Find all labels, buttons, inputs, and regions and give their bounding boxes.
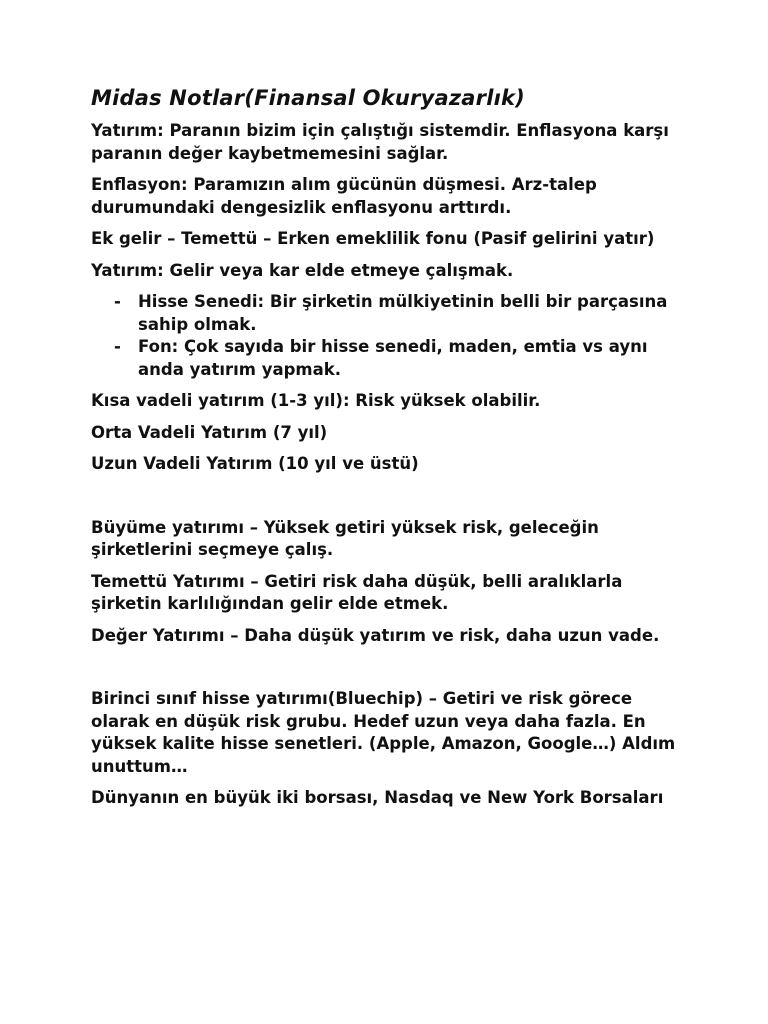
paragraph-bluechip: Birinci sınıf hisse yatırımı(Bluechip) – Getiri ve risk görece olarak en düşük risk grubu. Hedef uzun veya daha fazla. En yüksek kalite hisse senetleri. (Apple, Amazon, Google…) Aldım unuttum… xyxy=(91,689,676,776)
spacer xyxy=(91,656,691,688)
paragraph-kisa-vadeli: Kısa vadeli yatırım (1-3 yıl): Risk yüksek olabilir. xyxy=(91,391,541,410)
paragraph-temettu-yatirimi: Temettü Yatırımı – Getiri risk daha düşük, belli aralıklarla şirketin karlılığından gelir elde etmek. xyxy=(91,571,623,613)
paragraph-enflasyon-definition: Enflasyon: Paramızın alım gücünün düşmesi. Arz-talep durumundaki dengesizlik enflasyonu arttırdı. xyxy=(91,175,597,217)
document-page xyxy=(91,84,691,819)
paragraph-buyume-yatirimi: Büyüme yatırımı – Yüksek getiri yüksek risk, geleceğin şirketlerini seçmeye çalış. xyxy=(91,517,599,559)
paragraph-yatirim-definition: Yatırım: Paranın bizim için çalıştığı sistemdir. Enflasyona karşı paranın değer kaybetmemesini sağlar. xyxy=(91,121,669,163)
paragraph-yatirim-gelir: Yatırım: Gelir veya kar elde etmeye çalışmak. xyxy=(91,260,514,280)
list-item-text: Fon: Çok sayıda bir hisse senedi, maden, emtia vs aynı anda yatırım yapmak. xyxy=(138,337,648,379)
list-item xyxy=(91,336,691,381)
paragraph-borsalar: Dünyanın en büyük iki borsası, Nasdaq ve New York Borsaları xyxy=(91,788,664,807)
dash-bullet: - xyxy=(114,337,121,356)
spacer xyxy=(91,485,691,517)
list-item xyxy=(91,291,691,336)
paragraph-deger-yatirimi: Değer Yatırımı – Daha düşük yatırım ve risk, daha uzun vade. xyxy=(91,625,660,645)
paragraph-orta-vadeli: Orta Vadeli Yatırım (7 yıl) xyxy=(91,422,328,442)
list-item-text: Hisse Senedi: Bir şirketin mülkiyetinin belli bir parçasına sahip olmak. xyxy=(138,292,668,334)
paragraph-uzun-vadeli: Uzun Vadeli Yatırım (10 yıl ve üstü) xyxy=(91,454,419,473)
bullet-list xyxy=(91,291,691,381)
dash-bullet: - xyxy=(114,292,121,311)
document-title: Midas Notlar(Finansal Okuryazarlık) xyxy=(91,86,525,110)
paragraph-ek-gelir: Ek gelir – Temettü – Erken emeklilik fonu (Pasif gelirini yatır) xyxy=(91,229,655,248)
